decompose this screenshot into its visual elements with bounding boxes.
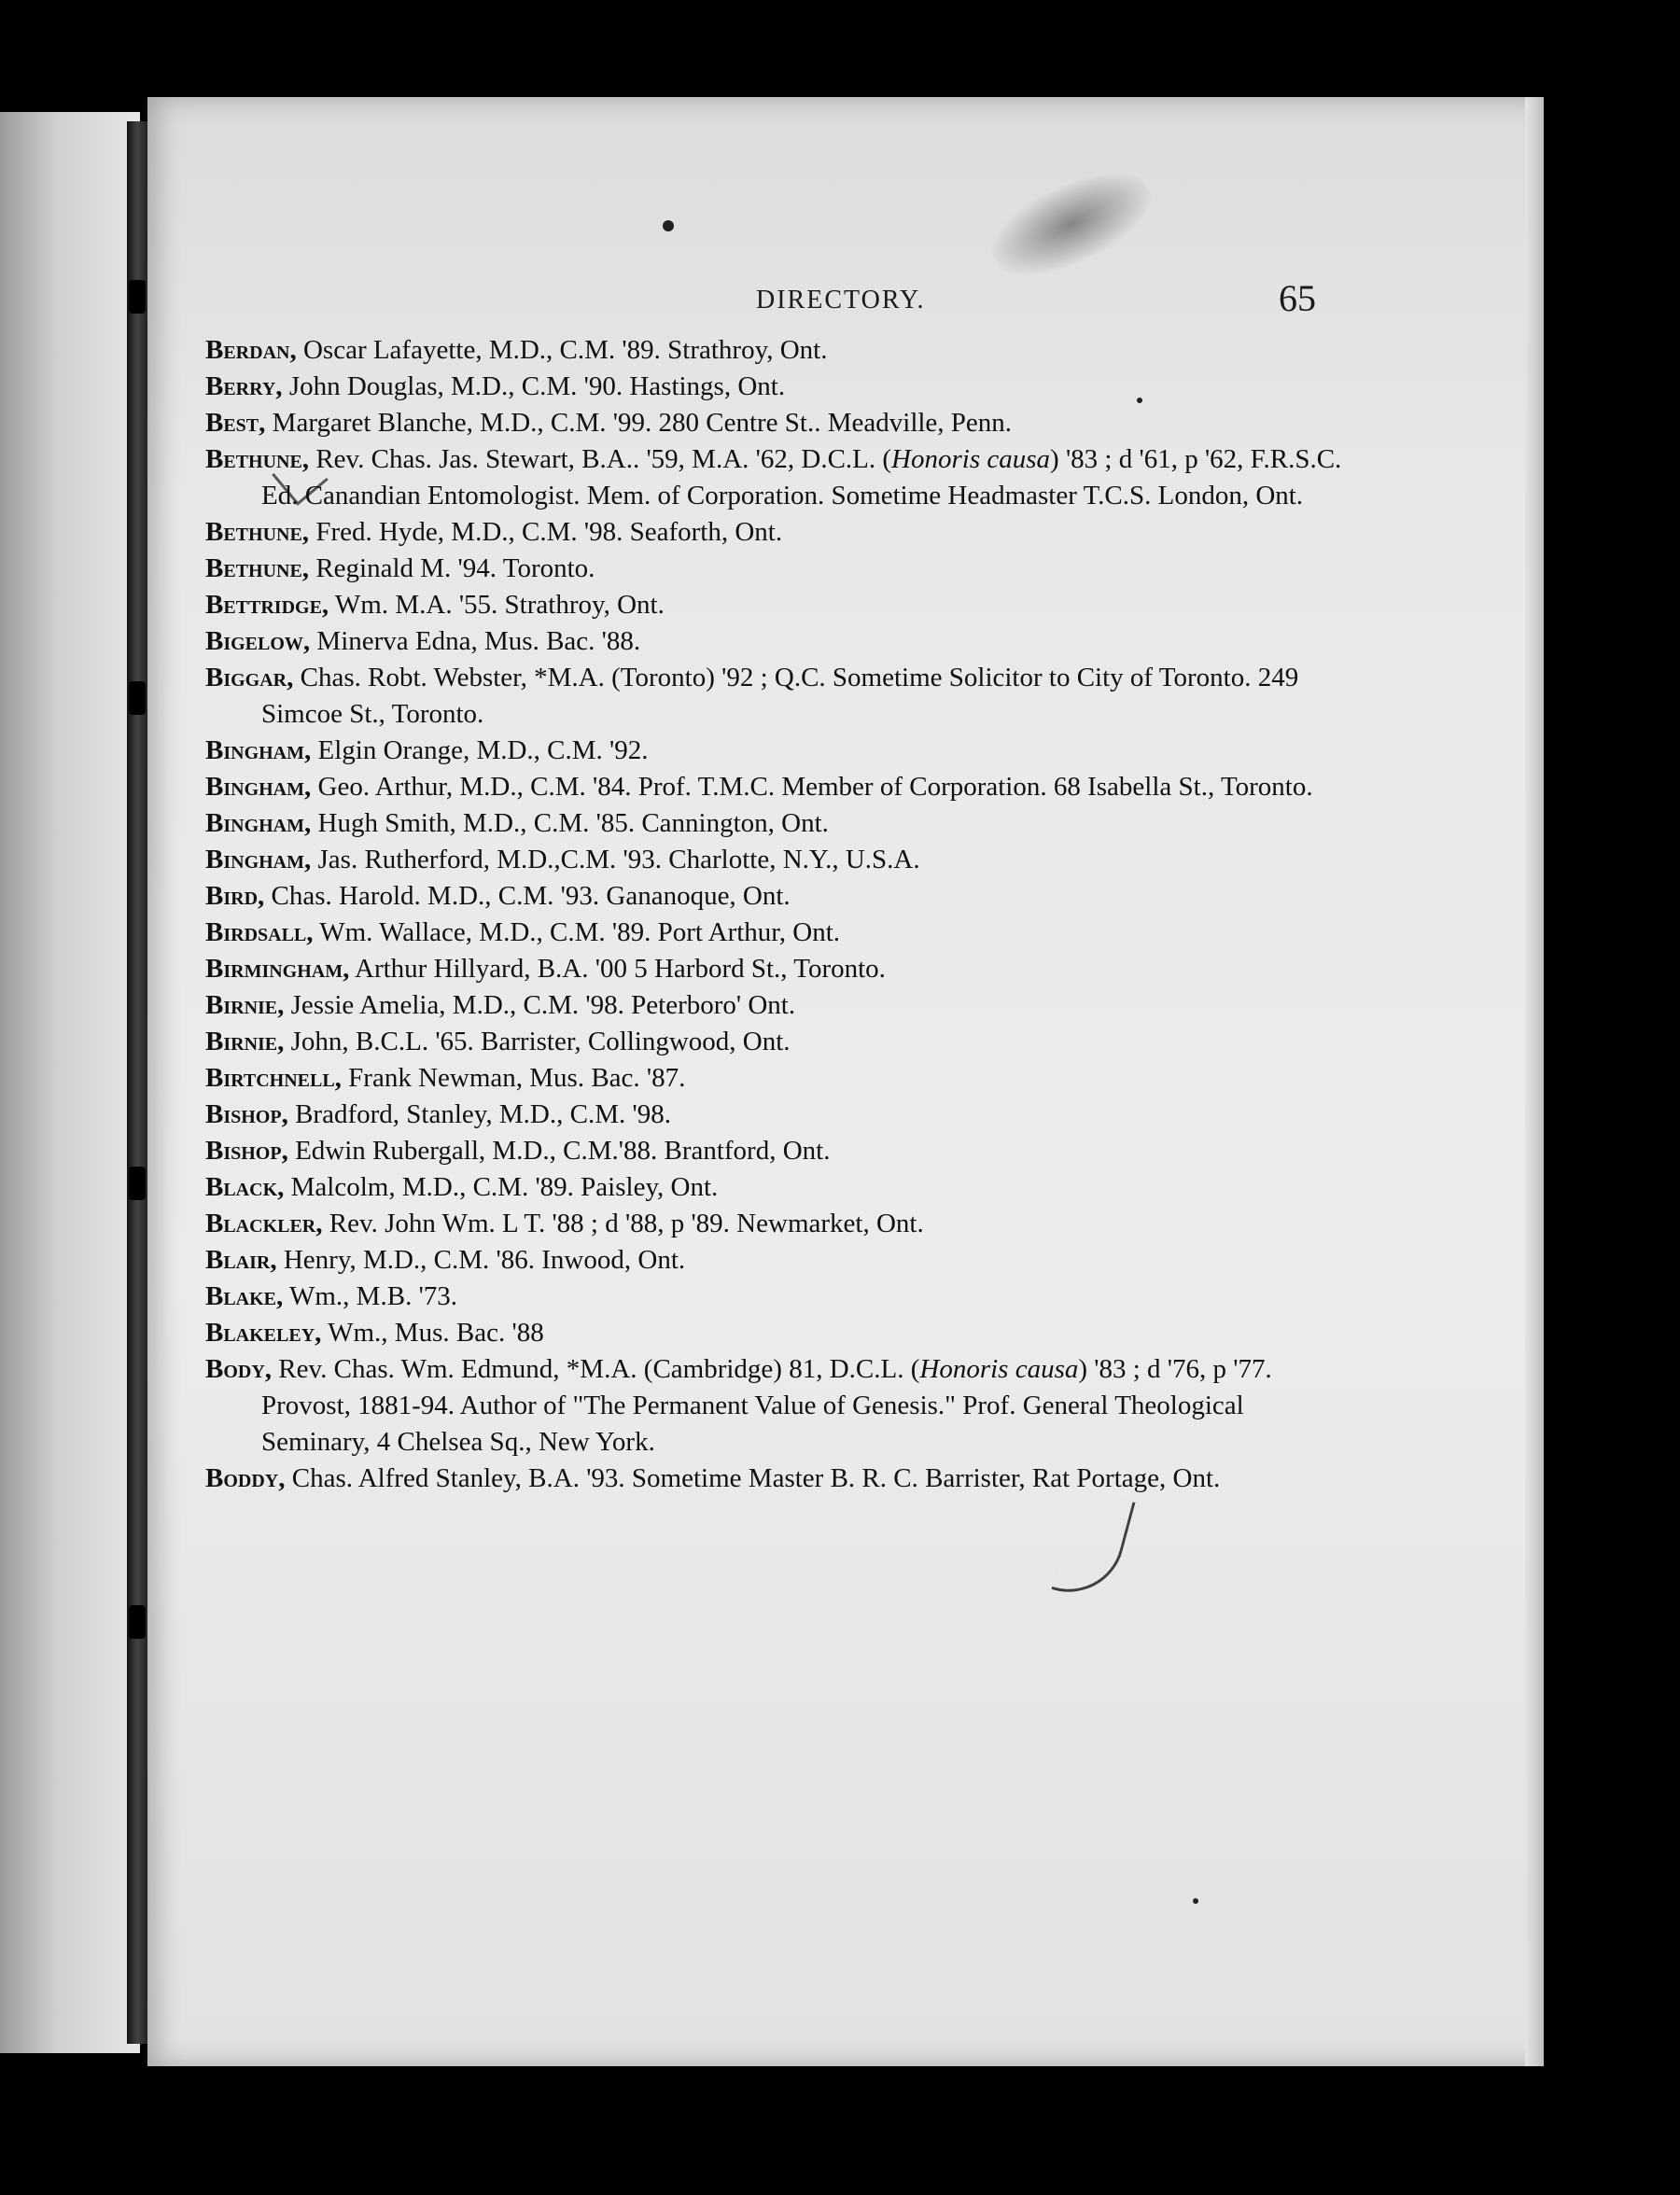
entry-text: ) '83 ; d '76, p '77. Provost, 1881-94. Author of "The Permanent Value of Genesis." Prof. General Theological Seminary, 4 Chelsea Sq., New York.: [261, 1354, 1272, 1457]
directory-entry: [205, 369, 1353, 405]
entry-surname: Blackler,: [205, 1209, 323, 1238]
entry-text: Geo. Arthur, M.D., C.M. '84. Prof. T.M.C. Member of Corporation. 68 Isabella St., Toronto.: [311, 772, 1313, 802]
page-number: 65: [1279, 277, 1316, 319]
entry-surname: Black,: [205, 1172, 285, 1202]
spine-mark: [129, 681, 146, 715]
directory-entry: [205, 405, 1353, 441]
entry-text: Fred. Hyde, M.D., C.M. '98. Seaforth, Ont.: [309, 517, 783, 547]
directory-entry: [205, 1097, 1353, 1133]
ink-speck: [1193, 1898, 1198, 1904]
entry-surname: Bethune,: [205, 444, 310, 474]
spine-mark: [129, 1605, 146, 1639]
entry-surname: Birnie,: [205, 1027, 285, 1056]
directory-entry: [205, 805, 1353, 842]
entry-italic: Honoris causa: [919, 1354, 1079, 1384]
directory-entry: [205, 587, 1353, 623]
entry-surname: Bethune,: [205, 517, 310, 547]
directory-entry: [205, 1169, 1353, 1206]
directory-entry: [205, 551, 1353, 587]
entry-text: Wm. M.A. '55. Strathroy, Ont.: [329, 590, 665, 620]
entry-surname: Bird,: [205, 881, 265, 911]
entry-surname: Best,: [205, 408, 266, 438]
entry-surname: Bishop,: [205, 1099, 288, 1129]
entry-text: Minerva Edna, Mus. Bac. '88.: [310, 626, 641, 656]
entry-text: Chas. Alfred Stanley, B.A. '93. Sometime Master B. R. C. Barrister, Rat Portage, Ont.: [285, 1463, 1221, 1493]
entry-italic: Honoris causa: [891, 444, 1051, 474]
directory-entry: [205, 951, 1353, 987]
entry-surname: Bettridge,: [205, 590, 329, 620]
ink-smudge: [980, 155, 1164, 294]
entry-text: Rev. Chas. Jas. Stewart, B.A.. '59, M.A. '62, D.C.L. (: [309, 444, 892, 474]
spine-mark: [129, 1167, 146, 1200]
entry-text: Jessie Amelia, M.D., C.M. '98. Peterboro' Ont.: [284, 990, 796, 1020]
directory-entry: [205, 1060, 1353, 1097]
directory-entry: [205, 878, 1353, 915]
ink-speck: [663, 220, 674, 231]
directory-entry: [205, 1024, 1353, 1060]
entry-surname: Boddy,: [205, 1463, 286, 1493]
entry-surname: Blake,: [205, 1281, 284, 1311]
entry-text: Margaret Blanche, M.D., C.M. '99. 280 Centre St.. Meadville, Penn.: [265, 408, 1013, 438]
directory-entries: [205, 332, 1353, 1497]
entry-text: Malcolm, M.D., C.M. '89. Paisley, Ont.: [284, 1172, 719, 1202]
entry-surname: Bishop,: [205, 1136, 288, 1166]
entry-text: Reginald M. '94. Toronto.: [309, 553, 595, 583]
directory-entry: [205, 1351, 1353, 1461]
entry-surname: Birtchnell,: [205, 1063, 342, 1093]
entry-surname: Berry,: [205, 371, 283, 401]
directory-entry: [205, 1461, 1353, 1497]
entry-text: John Douglas, M.D., C.M. '90. Hastings, Ont.: [282, 371, 786, 401]
directory-entry: [205, 514, 1353, 551]
entry-text: Chas. Robt. Webster, *M.A. (Toronto) '92 ; Q.C. Sometime Solicitor to City of Toronto. 249 Simcoe St., Toronto.: [261, 663, 1299, 729]
entry-surname: Bingham,: [205, 845, 312, 874]
directory-entry: [205, 987, 1353, 1024]
directory-entry: [205, 660, 1353, 733]
directory-entry: [205, 915, 1353, 951]
directory-entry: [205, 623, 1353, 660]
entry-text: Edwin Rubergall, M.D., C.M.'88. Brantford, Ont.: [287, 1136, 831, 1166]
entry-surname: Blakeley,: [205, 1318, 322, 1348]
entry-surname: Bingham,: [205, 808, 312, 838]
entry-text: Chas. Harold. M.D., C.M. '93. Gananoque, Ont.: [264, 881, 791, 911]
entry-text: Bradford, Stanley, M.D., C.M. '98.: [287, 1099, 671, 1129]
entry-surname: Bingham,: [205, 772, 312, 802]
entry-text: Frank Newman, Mus. Bac. '87.: [341, 1063, 686, 1093]
directory-entry: [205, 1315, 1353, 1351]
entry-text: Henry, M.D., C.M. '86. Inwood, Ont.: [276, 1245, 686, 1275]
entry-text: Wm. Wallace, M.D., C.M. '89. Port Arthur, Ont.: [313, 917, 841, 947]
entry-surname: Body,: [205, 1354, 273, 1384]
directory-entry: [205, 1206, 1353, 1242]
directory-entry: [205, 1279, 1353, 1315]
entry-text: Wm., Mus. Bac. '88: [321, 1318, 544, 1348]
entry-surname: Bigelow,: [205, 626, 311, 656]
entry-surname: Bethune,: [205, 553, 310, 583]
running-head: DIRECTORY.: [756, 286, 926, 315]
entry-text: Hugh Smith, M.D., C.M. '85. Cannington, Ont.: [311, 808, 829, 838]
entry-surname: Biggar,: [205, 663, 294, 692]
entry-text: Jas. Rutherford, M.D.,C.M. '93. Charlotte, N.Y., U.S.A.: [311, 845, 920, 874]
entry-text: Rev. John Wm. L T. '88 ; d '88, p '89. Newmarket, Ont.: [322, 1209, 924, 1238]
entry-text: John, B.C.L. '65. Barrister, Collingwood, Ont.: [284, 1027, 791, 1056]
book-spine: [127, 121, 147, 2044]
entry-text: Rev. Chas. Wm. Edmund, *M.A. (Cambridge) 81, D.C.L. (: [272, 1354, 920, 1384]
page-header: [607, 276, 1316, 332]
entry-surname: Birmingham,: [205, 954, 350, 984]
facing-page-edge: [0, 112, 140, 2053]
entry-text: Oscar Lafayette, M.D., C.M. '89. Strathroy, Ont.: [296, 335, 828, 365]
directory-entry: [205, 1242, 1353, 1279]
directory-entry: [205, 733, 1353, 769]
entry-surname: Blair,: [205, 1245, 277, 1275]
directory-entry: [205, 1133, 1353, 1169]
directory-entry: [205, 769, 1353, 805]
entry-text: Elgin Orange, M.D., C.M. '92.: [311, 735, 649, 765]
page-edge: [1525, 97, 1544, 2066]
entry-text: ) '83 ; d '61, p '62, F.R.S.C. Ed. Canandian Entomologist. Mem. of Corporation. Sometime Headmaster T.C.S. London, Ont.: [261, 444, 1342, 510]
entry-surname: Bingham,: [205, 735, 312, 765]
entry-text: Wm., M.B. '73.: [283, 1281, 458, 1311]
entry-surname: Birnie,: [205, 990, 285, 1020]
entry-surname: Berdan,: [205, 335, 297, 365]
directory-entry: [205, 441, 1353, 514]
spine-mark: [129, 280, 146, 314]
entry-text: Arthur Hillyard, B.A. '00 5 Harbord St., Toronto.: [349, 954, 886, 984]
directory-entry: [205, 842, 1353, 878]
directory-entry: [205, 332, 1353, 369]
entry-surname: Birdsall,: [205, 917, 314, 947]
